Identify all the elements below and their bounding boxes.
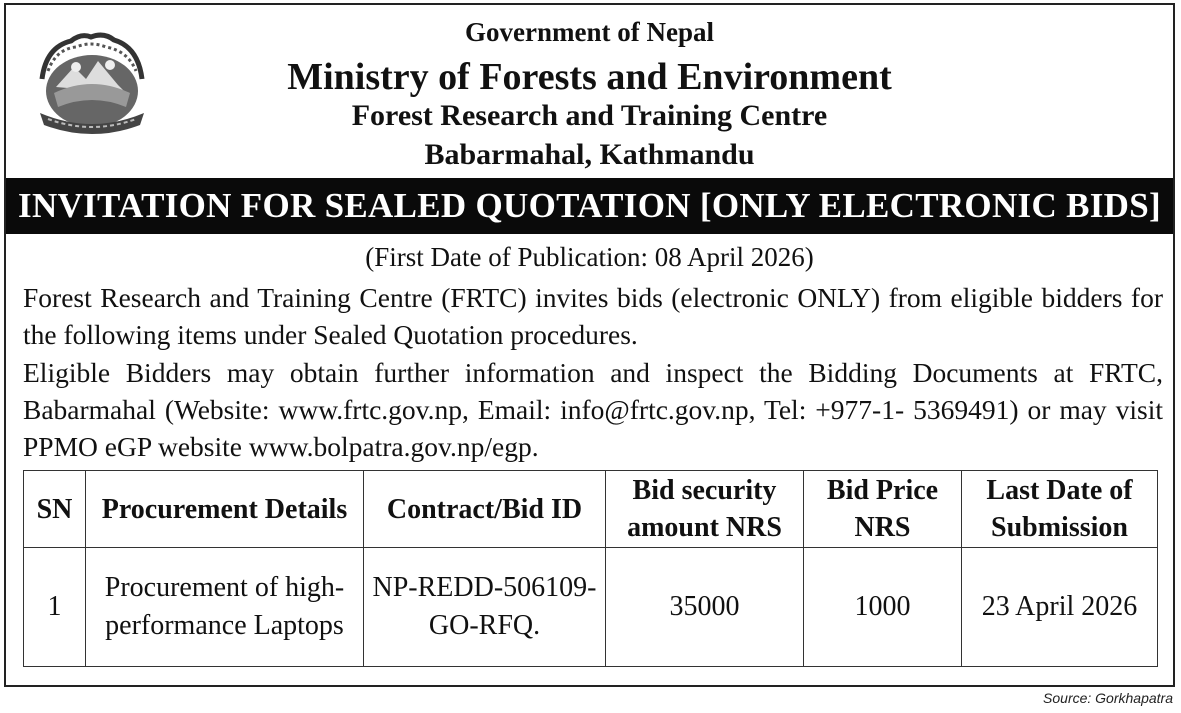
table-row (24, 548, 1158, 667)
office-title: Forest Research and Training Centre (351, 99, 828, 132)
ministry-title: Ministry of Forests and Environment (287, 56, 892, 98)
contact-paragraph: Eligible Bidders may obtain further information and inspect the Bidding Documents at FRTC, Babarmahal (Website: www.frtc.gov.np, Email: info@frtc.gov.np, Tel: +977-1- 5369491) or may visit PPMO eGP website www.bolpatra.gov.np/egp. (23, 357, 1163, 462)
table-header-row (24, 471, 1158, 548)
column-header-contract-bid-id: Contract/Bid ID (364, 471, 606, 548)
publication-date: (First Date of Publication: 08 April 2026) (365, 242, 814, 272)
column-header-bid-price: Bid Price NRS (804, 471, 962, 548)
cell-sn: 1 (24, 548, 86, 667)
office-address: Babarmahal, Kathmandu (424, 138, 755, 171)
column-header-sn: SN (24, 471, 86, 548)
cell-bid-security: 35000 (606, 548, 804, 667)
cell-procurement-details: Procurement of high-performance Laptops (86, 548, 364, 667)
column-header-bid-security: Bid security amount NRS (606, 471, 804, 548)
column-header-procurement-details: Procurement Details (86, 471, 364, 548)
cell-contract-bid-id: NP-REDD-506109-GO-RFQ. (364, 548, 606, 667)
government-title: Government of Nepal (465, 17, 714, 47)
notice-title-banner: INVITATION FOR SEALED QUOTATION [ONLY ELECTRONIC BIDS] (6, 178, 1173, 234)
tender-notice (4, 3, 1175, 687)
bid-table (23, 470, 1158, 667)
invitation-paragraph: Forest Research and Training Centre (FRTC) invites bids (electronic ONLY) from eligible bidders for the following items under Sealed Quotation procedures. (23, 282, 1163, 350)
column-header-last-date: Last Date of Submission (962, 471, 1158, 548)
source-credit: Source: Gorkhapatra (1043, 690, 1173, 706)
cell-bid-price: 1000 (804, 548, 962, 667)
cell-last-date: 23 April 2026 (962, 548, 1158, 667)
